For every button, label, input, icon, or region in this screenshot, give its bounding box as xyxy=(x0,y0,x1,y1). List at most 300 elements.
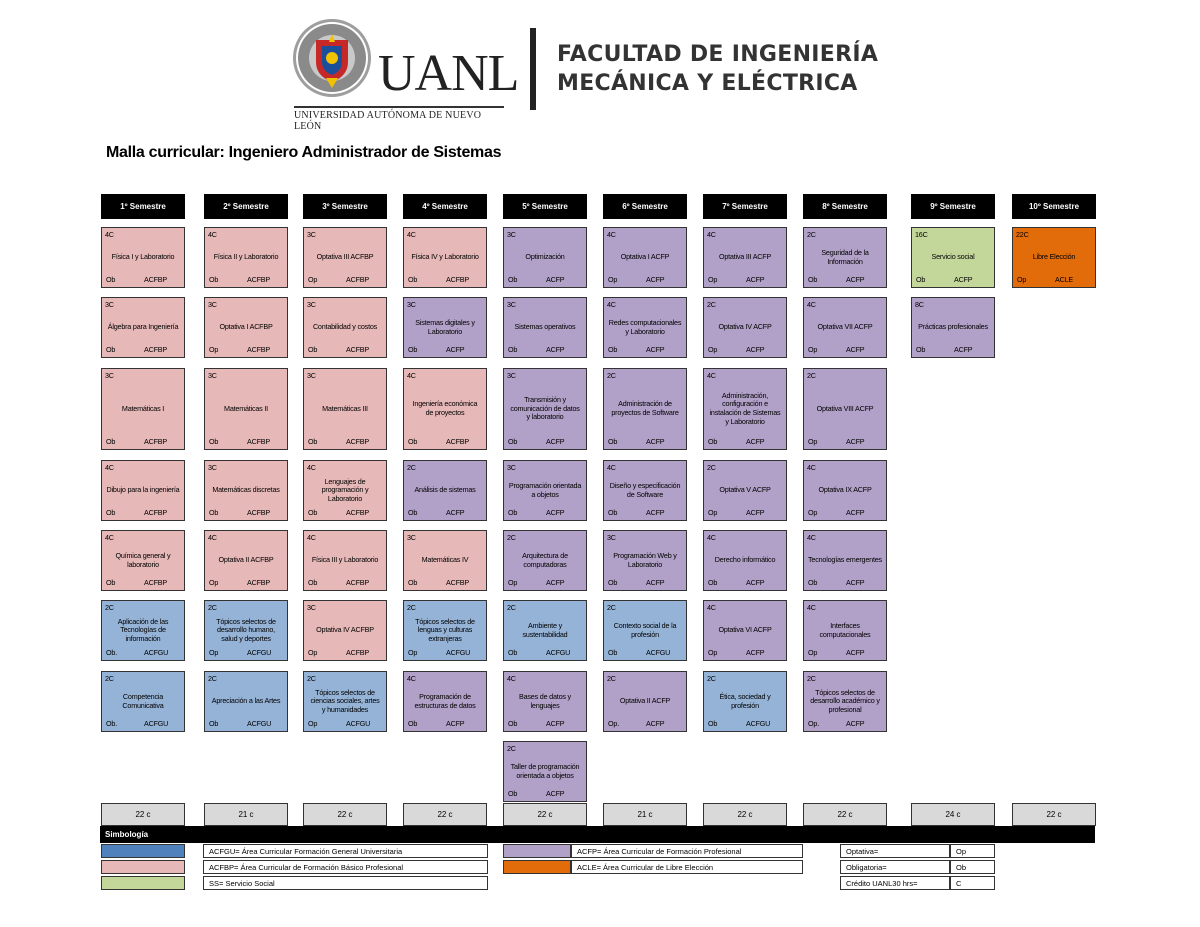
course-area: ACFP xyxy=(746,437,765,447)
course-cell[interactable] xyxy=(911,227,995,288)
course-credits: 2C xyxy=(407,603,416,612)
course-name: Optativa I ACFP xyxy=(620,252,670,262)
course-area: ACFP xyxy=(446,508,465,518)
uanl-wordmark: UANL xyxy=(378,45,519,102)
course-area: ACFP xyxy=(954,275,973,285)
header-divider xyxy=(530,28,536,110)
course-area: ACFP xyxy=(846,275,865,285)
course-cell[interactable] xyxy=(403,297,487,358)
course-type: Ob xyxy=(708,719,718,729)
course-cell[interactable] xyxy=(703,671,787,732)
course-credits: 2C xyxy=(407,463,416,472)
course-area: ACFP xyxy=(846,437,865,447)
course-type: Ob xyxy=(106,578,116,588)
course-credits: 2C xyxy=(507,533,516,542)
course-type: Op xyxy=(1017,275,1027,285)
course-cell[interactable] xyxy=(204,368,288,450)
semester-credit-total: 21 c xyxy=(204,803,288,826)
semester-credit-total: 22 c xyxy=(1012,803,1096,826)
course-type: Ob xyxy=(508,789,518,799)
course-name: Ética, sociedad y profesión xyxy=(719,691,771,710)
course-type: Op xyxy=(708,648,718,658)
course-credits: 4C xyxy=(607,230,616,239)
course-type: Ob xyxy=(608,648,618,658)
course-area: ACFP xyxy=(846,648,865,658)
course-cell[interactable] xyxy=(703,297,787,358)
course-credits: 2C xyxy=(807,371,816,380)
course-credits: 2C xyxy=(807,674,816,683)
course-area: ACFGU xyxy=(247,719,272,729)
legend-swatch-acfp xyxy=(503,844,571,858)
course-area: ACFP xyxy=(546,275,565,285)
course-credits: 2C xyxy=(707,674,716,683)
course-credits: 4C xyxy=(208,230,217,239)
course-cell[interactable] xyxy=(303,671,387,732)
course-credits: 4C xyxy=(607,463,616,472)
course-type: Ob xyxy=(308,508,318,518)
course-cell[interactable] xyxy=(101,460,185,521)
legend-swatch-acfgu xyxy=(101,844,185,858)
course-cell[interactable] xyxy=(603,530,687,591)
course-name: Libre Elección xyxy=(1032,252,1076,262)
university-name: UNIVERSIDAD AUTÓNOMA DE NUEVO LEÓN xyxy=(294,106,504,132)
course-type: Ob xyxy=(508,648,518,658)
course-type: Ob xyxy=(508,719,518,729)
course-area: ACFBP xyxy=(144,345,167,355)
legend-obligatoria: Obligatoria= xyxy=(840,860,950,874)
course-credits: 3C xyxy=(208,300,217,309)
course-cell[interactable] xyxy=(503,530,587,591)
course-credits: 2C xyxy=(507,744,516,753)
course-cell[interactable] xyxy=(603,460,687,521)
course-type: Ob xyxy=(106,345,116,355)
course-credits: 4C xyxy=(807,463,816,472)
course-name: Sistemas operativos xyxy=(514,322,576,332)
course-cell[interactable] xyxy=(911,297,995,358)
course-area: ACFP xyxy=(846,345,865,355)
course-type: Op. xyxy=(808,719,819,729)
course-type: Ob xyxy=(408,437,418,447)
course-cell[interactable] xyxy=(703,530,787,591)
course-name: Contexto social de la profesión xyxy=(613,620,677,639)
legend-obligatoria-value: Ob xyxy=(950,860,995,874)
course-credits: 2C xyxy=(607,603,616,612)
course-credits: 4C xyxy=(507,674,516,683)
course-cell[interactable] xyxy=(803,368,887,450)
course-name: Dibujo para la ingeniería xyxy=(106,485,180,495)
course-area: ACFP xyxy=(746,648,765,658)
semester-header: 5º Semestre xyxy=(503,194,587,219)
course-area: ACFP xyxy=(546,508,565,518)
course-type: Ob xyxy=(408,719,418,729)
course-cell[interactable] xyxy=(303,368,387,450)
legend-acle: ACLE= Área Curricular de Libre Elección xyxy=(571,860,803,874)
legend-optativa: Optativa= xyxy=(840,844,950,858)
course-area: ACFBP xyxy=(144,508,167,518)
course-area: ACFBP xyxy=(247,437,270,447)
course-type: Ob. xyxy=(106,648,117,658)
course-type: Ob xyxy=(608,578,618,588)
course-name: Tecnologías emergentes xyxy=(808,555,882,565)
course-credits: 2C xyxy=(105,603,114,612)
course-area: ACFP xyxy=(846,578,865,588)
course-credits: 4C xyxy=(807,300,816,309)
course-cell[interactable] xyxy=(204,600,288,661)
course-type: Ob xyxy=(708,578,718,588)
course-area: ACFP xyxy=(846,508,865,518)
course-cell[interactable] xyxy=(703,460,787,521)
course-cell[interactable] xyxy=(101,368,185,450)
course-type: Ob xyxy=(209,275,219,285)
course-type: Op xyxy=(808,648,818,658)
legend-credito: Crédito UANL30 hrs= xyxy=(840,876,950,890)
course-cell[interactable] xyxy=(101,671,185,732)
semester-header: 10º Semestre xyxy=(1012,194,1096,219)
course-cell[interactable] xyxy=(503,227,587,288)
course-cell[interactable] xyxy=(803,297,887,358)
course-type: Ob xyxy=(308,345,318,355)
course-credits: 3C xyxy=(407,533,416,542)
course-cell[interactable] xyxy=(503,460,587,521)
course-type: Ob xyxy=(808,578,818,588)
course-type: Ob xyxy=(209,437,219,447)
course-type: Ob xyxy=(708,437,718,447)
course-area: ACFBP xyxy=(346,508,369,518)
course-area: ACFBP xyxy=(446,437,469,447)
course-type: Op xyxy=(708,345,718,355)
course-cell[interactable] xyxy=(803,671,887,732)
course-credits: 4C xyxy=(407,230,416,239)
course-area: ACFP xyxy=(446,345,465,355)
course-credits: 4C xyxy=(707,533,716,542)
course-area: ACFGU xyxy=(446,648,471,658)
course-name: Matemáticas II xyxy=(224,403,268,413)
course-name: Física I y Laboratorio xyxy=(111,252,175,262)
course-name: Arquitectura de computadoras xyxy=(522,550,568,569)
course-area: ACFBP xyxy=(144,437,167,447)
course-type: Ob xyxy=(916,345,926,355)
course-cell[interactable] xyxy=(303,227,387,288)
page-title: Malla curricular: Ingeniero Administrador de Sistemas xyxy=(106,144,502,161)
course-area: ACFP xyxy=(546,345,565,355)
course-cell[interactable] xyxy=(403,368,487,450)
course-area: ACFP xyxy=(646,345,665,355)
course-area: ACFP xyxy=(546,719,565,729)
course-name: Programación de estructuras de datos xyxy=(414,691,476,710)
course-type: Ob xyxy=(308,437,318,447)
course-credits: 3C xyxy=(507,300,516,309)
course-name: Química general y laboratorio xyxy=(115,550,171,569)
course-credits: 8C xyxy=(915,300,924,309)
course-area: ACFP xyxy=(546,437,565,447)
course-type: Ob xyxy=(408,275,418,285)
course-cell[interactable] xyxy=(703,368,787,450)
course-name: Apreciación a las Artes xyxy=(211,696,281,706)
course-cell[interactable] xyxy=(803,460,887,521)
semester-header: 3º Semestre xyxy=(303,194,387,219)
course-type: Op xyxy=(608,275,618,285)
course-type: Op xyxy=(209,345,219,355)
course-cell[interactable] xyxy=(1012,227,1096,288)
course-name: Optativa IX ACFP xyxy=(818,485,872,495)
course-type: Ob xyxy=(508,437,518,447)
semester-header: 9º Semestre xyxy=(911,194,995,219)
course-area: ACFBP xyxy=(446,275,469,285)
course-type: Op xyxy=(408,648,418,658)
course-name: Optativa VIII ACFP xyxy=(816,403,874,413)
legend-optativa-value: Op xyxy=(950,844,995,858)
semester-credit-total: 22 c xyxy=(503,803,587,826)
course-area: ACFP xyxy=(646,508,665,518)
course-cell[interactable] xyxy=(403,530,487,591)
course-cell[interactable] xyxy=(204,460,288,521)
course-cell[interactable] xyxy=(703,227,787,288)
semester-header: 6º Semestre xyxy=(603,194,687,219)
course-name: Matemáticas IV xyxy=(421,555,469,565)
semester-header: 2º Semestre xyxy=(204,194,288,219)
course-type: Op xyxy=(308,719,318,729)
course-name: Optativa VII ACFP xyxy=(817,322,873,332)
course-type: Ob xyxy=(808,275,818,285)
course-credits: 4C xyxy=(707,603,716,612)
course-cell[interactable] xyxy=(703,600,787,661)
course-area: ACFBP xyxy=(346,648,369,658)
course-credits: 3C xyxy=(407,300,416,309)
course-area: ACFGU xyxy=(646,648,671,658)
course-cell[interactable] xyxy=(403,227,487,288)
course-name: Transmisión y comunicación de datos y laboratorio xyxy=(510,395,580,422)
course-type: Op xyxy=(708,275,718,285)
legend-swatch-acle xyxy=(503,860,571,874)
uanl-seal-logo xyxy=(292,18,372,98)
course-name: Física III y Laboratorio xyxy=(311,555,379,565)
course-credits: 22C xyxy=(1016,230,1029,239)
course-credits: 4C xyxy=(307,533,316,542)
course-area: ACFBP xyxy=(247,578,270,588)
course-cell[interactable] xyxy=(204,227,288,288)
semester-credit-total: 22 c xyxy=(803,803,887,826)
course-name: Tópicos selectos de ciencias sociales, artes y humanidades xyxy=(310,687,380,714)
course-area: ACFP xyxy=(646,578,665,588)
course-area: ACFGU xyxy=(144,648,169,658)
course-credits: 2C xyxy=(607,674,616,683)
course-name: Programación orientada a objetos xyxy=(508,480,582,499)
course-area: ACFBP xyxy=(247,508,270,518)
course-type: Ob. xyxy=(106,719,117,729)
course-name: Tópicos selectos de lenguas y culturas extranjeras xyxy=(415,616,475,643)
course-credits: 3C xyxy=(208,371,217,380)
semester-credit-total: 22 c xyxy=(703,803,787,826)
course-cell[interactable] xyxy=(403,460,487,521)
course-type: Ob xyxy=(209,719,219,729)
course-area: ACFP xyxy=(746,508,765,518)
course-name: Competencia Comunicativa xyxy=(122,691,164,710)
course-credits: 2C xyxy=(607,371,616,380)
course-credits: 3C xyxy=(607,533,616,542)
course-type: Ob xyxy=(508,345,518,355)
legend-swatch-ss xyxy=(101,876,185,890)
course-cell[interactable] xyxy=(803,530,887,591)
course-name: Taller de programación orientada a objetos xyxy=(510,761,580,780)
course-type: Ob xyxy=(408,345,418,355)
course-name: Optimización xyxy=(525,252,565,262)
course-credits: 4C xyxy=(105,230,114,239)
course-area: ACFP xyxy=(646,275,665,285)
semester-credit-total: 22 c xyxy=(303,803,387,826)
course-name: Aplicación de las Tecnologías de información xyxy=(117,616,169,643)
course-area: ACFBP xyxy=(346,437,369,447)
course-area: ACFGU xyxy=(346,719,371,729)
semester-credit-total: 21 c xyxy=(603,803,687,826)
course-name: Seguridad de la Información xyxy=(821,247,869,266)
course-type: Ob xyxy=(608,508,618,518)
course-name: Servicio social xyxy=(931,252,975,262)
course-cell[interactable] xyxy=(503,741,587,802)
course-name: Tópicos selectos de desarrollo humano, salud y deportes xyxy=(216,616,276,643)
course-credits: 2C xyxy=(707,300,716,309)
course-name: Programación Web y Laboratorio xyxy=(613,550,677,569)
course-area: ACFP xyxy=(446,719,465,729)
legend-swatch-acfbp xyxy=(101,860,185,874)
course-credits: 2C xyxy=(807,230,816,239)
course-credits: 4C xyxy=(407,674,416,683)
course-type: Ob xyxy=(608,437,618,447)
course-type: Op xyxy=(209,578,219,588)
course-name: Optativa III ACFBP xyxy=(316,252,374,262)
course-credits: 4C xyxy=(105,533,114,542)
course-cell[interactable] xyxy=(204,671,288,732)
course-cell[interactable] xyxy=(101,530,185,591)
course-name: Prácticas profesionales xyxy=(918,322,988,332)
course-cell[interactable] xyxy=(403,671,487,732)
course-area: ACFP xyxy=(546,789,565,799)
legend-acfbp: ACFBP= Área Curricular de Formación Básico Profesional xyxy=(203,860,488,874)
course-type: Ob xyxy=(209,508,219,518)
course-cell[interactable] xyxy=(303,530,387,591)
course-cell[interactable] xyxy=(101,227,185,288)
legend-credito-value: C xyxy=(950,876,995,890)
course-name: Interfaces computacionales xyxy=(819,620,871,639)
course-cell[interactable] xyxy=(204,530,288,591)
course-area: ACFP xyxy=(546,578,565,588)
course-type: Op xyxy=(808,508,818,518)
course-name: Sistemas digitales y Laboratorio xyxy=(415,317,475,336)
course-name: Matemáticas III xyxy=(322,403,368,413)
course-type: Ob xyxy=(106,275,116,285)
semester-header: 7º Semestre xyxy=(703,194,787,219)
semester-header: 1º Semestre xyxy=(101,194,185,219)
course-name: Redes computacionales y Laboratorio xyxy=(608,317,682,336)
course-name: Contabilidad y costos xyxy=(312,322,378,332)
course-cell[interactable] xyxy=(303,460,387,521)
course-credits: 3C xyxy=(307,230,316,239)
course-cell[interactable] xyxy=(603,297,687,358)
legend-acfp: ACFP= Área Curricular de Formación Profesional xyxy=(571,844,803,858)
course-type: Ob xyxy=(106,508,116,518)
semester-credit-total: 22 c xyxy=(101,803,185,826)
course-cell[interactable] xyxy=(101,600,185,661)
course-credits: 2C xyxy=(208,603,217,612)
course-name: Optativa III ACFP xyxy=(718,252,772,262)
course-credits: 2C xyxy=(707,463,716,472)
course-credits: 3C xyxy=(307,371,316,380)
course-name: Álgebra para Ingeniería xyxy=(107,322,179,332)
course-cell[interactable] xyxy=(101,297,185,358)
course-credits: 3C xyxy=(307,603,316,612)
legend-acfgu: ACFGU= Área Curricular Formación General Universitaria xyxy=(203,844,488,858)
course-area: ACFP xyxy=(646,719,665,729)
course-cell[interactable] xyxy=(204,297,288,358)
course-cell[interactable] xyxy=(603,600,687,661)
course-area: ACFP xyxy=(746,345,765,355)
course-area: ACFP xyxy=(954,345,973,355)
course-area: ACFP xyxy=(746,275,765,285)
course-name: Matemáticas discretas xyxy=(212,485,280,495)
course-cell[interactable] xyxy=(403,600,487,661)
course-credits: 4C xyxy=(707,230,716,239)
course-name: Administración de proyectos de Software xyxy=(611,399,679,417)
course-name: Tópicos selectos de desarrollo académico y profesional xyxy=(810,687,880,714)
course-cell[interactable] xyxy=(803,600,887,661)
course-credits: 4C xyxy=(307,463,316,472)
course-cell[interactable] xyxy=(503,600,587,661)
course-name: Optativa II ACFP xyxy=(619,696,671,706)
course-type: Ob xyxy=(608,345,618,355)
course-cell[interactable] xyxy=(503,671,587,732)
course-credits: 2C xyxy=(507,603,516,612)
course-type: Op xyxy=(308,648,318,658)
course-name: Optativa VI ACFP xyxy=(718,625,772,635)
course-type: Op xyxy=(308,275,318,285)
course-name: Bases de datos y lenguajes xyxy=(519,691,571,710)
course-area: ACFBP xyxy=(346,275,369,285)
course-area: ACFGU xyxy=(546,648,571,658)
course-credits: 3C xyxy=(507,371,516,380)
course-cell[interactable] xyxy=(503,368,587,450)
course-name: Derecho informático xyxy=(714,555,776,565)
course-type: Ob xyxy=(106,437,116,447)
course-name: Administración, configuración e instalación de Sistemas y Laboratorio xyxy=(709,390,781,426)
course-cell[interactable] xyxy=(603,671,687,732)
course-credits: 16C xyxy=(915,230,928,239)
course-credits: 3C xyxy=(105,371,114,380)
course-type: Ob xyxy=(508,508,518,518)
course-cell[interactable] xyxy=(503,297,587,358)
course-credits: 3C xyxy=(507,463,516,472)
course-name: Optativa IV ACFBP xyxy=(316,625,374,635)
course-area: ACFGU xyxy=(144,719,169,729)
course-type: Op xyxy=(808,345,818,355)
legend-title: Simbología xyxy=(100,826,1095,843)
course-name: Física IV y Laboratorio xyxy=(411,252,479,262)
course-area: ACFBP xyxy=(346,345,369,355)
course-cell[interactable] xyxy=(803,227,887,288)
course-name: Ambiente y sustentabilidad xyxy=(522,620,568,639)
semester-credit-total: 22 c xyxy=(403,803,487,826)
course-name: Física II y Laboratorio xyxy=(213,252,279,262)
course-cell[interactable] xyxy=(603,368,687,450)
semester-header: 4º Semestre xyxy=(403,194,487,219)
course-name: Análisis de sistemas xyxy=(414,485,476,495)
course-name: Optativa IV ACFP xyxy=(718,322,772,332)
course-cell[interactable] xyxy=(303,600,387,661)
semester-header: 8º Semestre xyxy=(803,194,887,219)
course-cell[interactable] xyxy=(603,227,687,288)
course-cell[interactable] xyxy=(303,297,387,358)
course-name: Optativa V ACFP xyxy=(719,485,771,495)
course-credits: 4C xyxy=(807,533,816,542)
course-type: Op xyxy=(209,648,219,658)
